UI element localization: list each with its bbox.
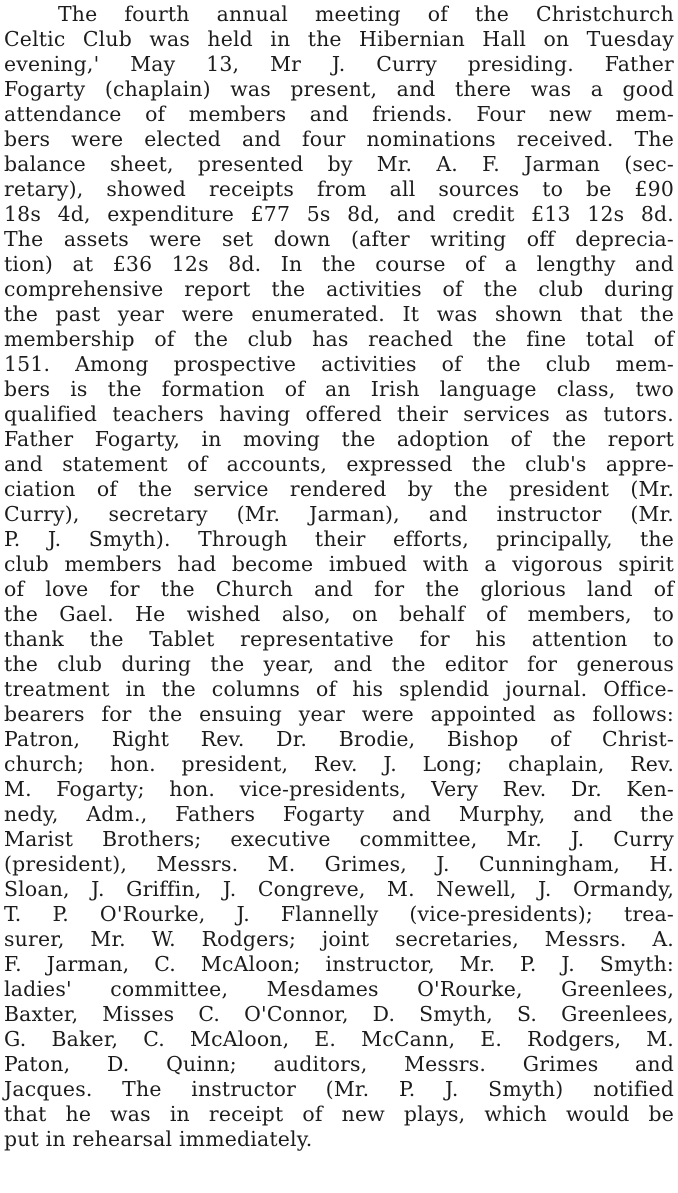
text-line: 18s 4d, expenditure £77 5s 8d, and credit £13 12s 8d. (4, 202, 674, 226)
text-line: Baxter, Misses C. O'Connor, D. Smyth, S. Greenlees, (4, 1002, 674, 1026)
text-line: P. J. Smyth). Through their efforts, principally, the (4, 527, 674, 551)
text-line: balance sheet, presented by Mr. A. F. Jarman (sec- (4, 152, 674, 176)
text-line: F. Jarman, C. McAloon; instructor, Mr. P. J. Smyth: (4, 952, 674, 976)
text-line: membership of the club has reached the fine total of (4, 327, 674, 351)
text-line: The fourth annual meeting of the Christchurch (58, 2, 674, 26)
text-line: attendance of members and friends. Four new mem- (4, 102, 674, 126)
text-line: (president), Messrs. M. Grimes, J. Cunningham, H. (4, 852, 674, 876)
text-line: M. Fogarty; hon. vice-presidents, Very Rev. Dr. Ken- (4, 777, 674, 801)
text-line: evening,' May 13, Mr J. Curry presiding. Father (4, 52, 674, 76)
text-line: The assets were set down (after writing off deprecia- (4, 227, 674, 251)
text-line: retary), showed receipts from all sources to be £90 (4, 177, 674, 201)
text-line: the Gael. He wished also, on behalf of members, to (4, 602, 674, 626)
text-line: put in rehearsal immediately. (4, 1127, 313, 1151)
text-line: ladies' committee, Mesdames O'Rourke, Greenlees, (4, 977, 674, 1001)
text-line: qualified teachers having offered their services as tutors. (4, 402, 674, 426)
text-line: Paton, D. Quinn; auditors, Messrs. Grimes and (4, 1052, 674, 1076)
text-line: ciation of the service rendered by the president (Mr. (4, 477, 674, 501)
text-line: tion) at £36 12s 8d. In the course of a lengthy and (4, 252, 674, 276)
text-line: and statement of accounts, expressed the club's appre- (4, 452, 674, 476)
text-line: comprehensive report the activities of the club during (4, 277, 674, 301)
text-line: Sloan, J. Griffin, J. Congreve, M. Newell, J. Ormandy, (4, 877, 674, 901)
text-line: bers were elected and four nominations received. The (4, 127, 674, 151)
text-line: T. P. O'Rourke, J. Flannelly (vice-presidents); trea- (4, 902, 674, 926)
text-line: G. Baker, C. McAloon, E. McCann, E. Rodgers, M. (4, 1027, 674, 1051)
text-line: the past year were enumerated. It was shown that the (4, 302, 674, 326)
text-line: bearers for the ensuing year were appointed as follows: (4, 702, 674, 726)
text-line: treatment in the columns of his splendid journal. Office- (4, 677, 674, 701)
text-line: Father Fogarty, in moving the adoption of the report (4, 427, 674, 451)
text-line: Patron, Right Rev. Dr. Brodie, Bishop of Christ- (4, 727, 674, 751)
text-line: church; hon. president, Rev. J. Long; chaplain, Rev. (4, 752, 674, 776)
text-line: of love for the Church and for the glorious land of (4, 577, 674, 601)
text-line: that he was in receipt of new plays, which would be (4, 1102, 674, 1126)
text-line: bers is the formation of an Irish language class, two (4, 377, 674, 401)
text-line: 151. Among prospective activities of the club mem- (4, 352, 674, 376)
text-line: Celtic Club was held in the Hibernian Hall on Tuesday (4, 27, 674, 51)
text-line: nedy, Adm., Fathers Fogarty and Murphy, and the (4, 802, 674, 826)
text-line: Jacques. The instructor (Mr. P. J. Smyth) notified (4, 1077, 674, 1101)
text-line: Marist Brothers; executive committee, Mr. J. Curry (4, 827, 674, 851)
text-line: the club during the year, and the editor for generous (4, 652, 674, 676)
text-line: thank the Tablet representative for his attention to (4, 627, 674, 651)
text-line: club members had become imbued with a vigorous spirit (4, 552, 674, 576)
text-line: Curry), secretary (Mr. Jarman), and instructor (Mr. (4, 502, 674, 526)
text-line: Fogarty (chaplain) was present, and there was a good (4, 77, 674, 101)
text-line: surer, Mr. W. Rodgers; joint secretaries, Messrs. A. (4, 927, 674, 951)
